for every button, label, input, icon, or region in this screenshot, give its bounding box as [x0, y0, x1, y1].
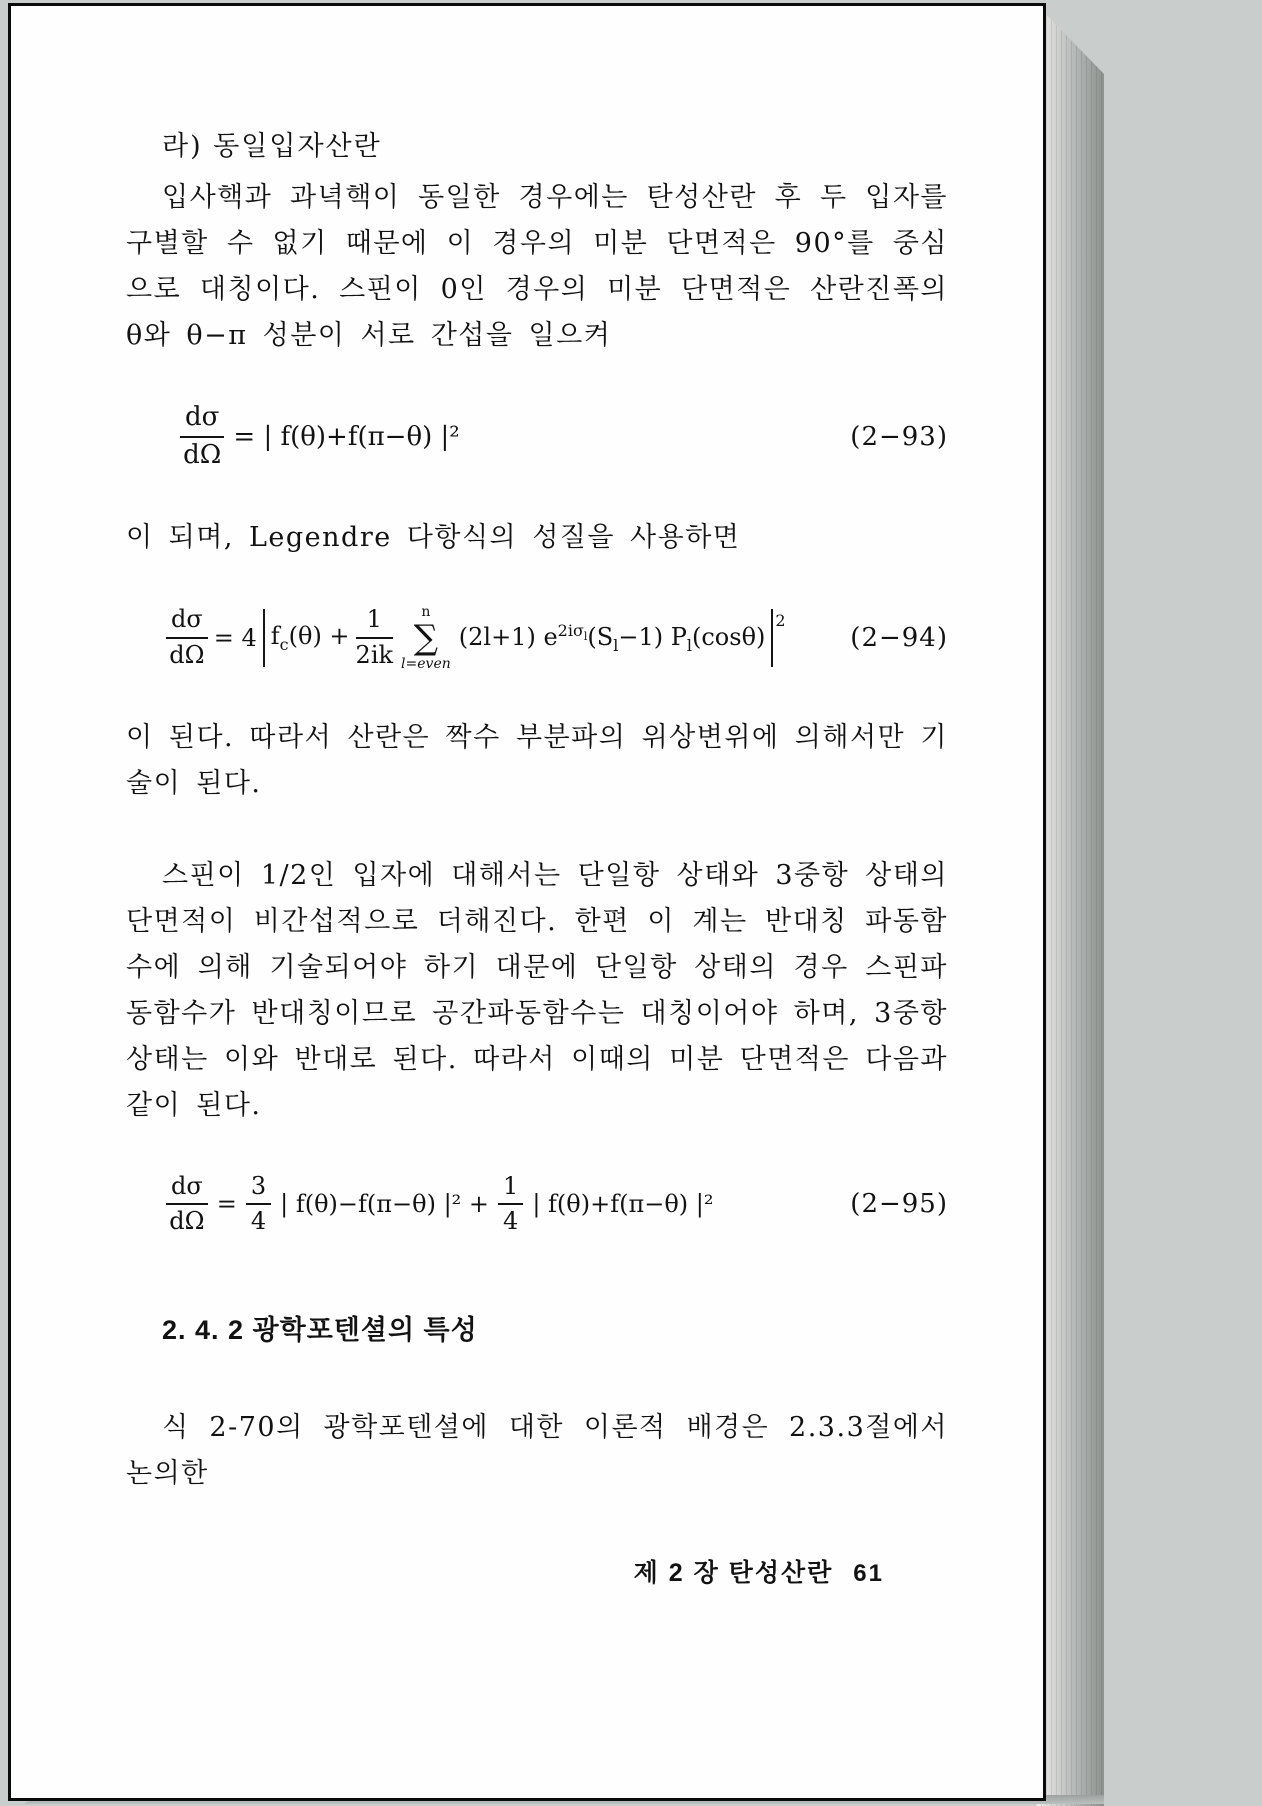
- fraction-dsigma-domega: [166, 606, 208, 669]
- triplet-term: | f(θ)−f(π−θ) |² +: [280, 1190, 490, 1219]
- page-content: [11, 6, 1043, 1589]
- summation-upper-limit: n: [421, 603, 431, 620]
- term-2l-plus-1: (2l+1) e: [458, 622, 558, 651]
- paragraph-optical-potential-intro: 식 2-70의 광학포텐셜에 대한 이론적 배경은 2.3.3절에서 논의한: [126, 1411, 948, 1489]
- fraction-numerator: dσ: [166, 1173, 208, 1206]
- S-subscript-l: l: [613, 635, 619, 655]
- fraction-denominator: 4: [250, 1207, 267, 1236]
- left-vertical-bar: [263, 609, 265, 667]
- term-cos-theta: (cosθ): [692, 622, 766, 651]
- equals-coefficient: = 4: [213, 623, 257, 652]
- fraction-numerator: dσ: [166, 606, 208, 639]
- fraction-denominator: dΩ: [183, 439, 222, 470]
- fraction-denominator: dΩ: [169, 640, 205, 669]
- fraction-denominator: dΩ: [169, 1207, 205, 1236]
- f-argument: (θ) +: [288, 621, 350, 650]
- page-number: 61: [853, 1559, 884, 1587]
- paragraph-legendre: 이 되며, Legendre 다항식의 성질을 사용하면: [126, 521, 741, 553]
- equation-2-95: [126, 1173, 948, 1236]
- section-heading-optical-potential: 2. 4. 2 광학포텐셜의 특성: [162, 1314, 478, 1345]
- fraction-numerator: 3: [246, 1173, 271, 1206]
- exponent: [557, 620, 588, 643]
- squared-exponent: 2: [775, 610, 786, 630]
- sigma-sum-icon: ∑: [413, 617, 439, 658]
- equals-sign: =: [216, 1190, 237, 1219]
- term-S-open: (S: [587, 622, 614, 651]
- equation-number: (2−94): [850, 622, 948, 653]
- P-subscript-l: l: [686, 635, 692, 655]
- fraction-dsigma-domega: [180, 403, 224, 471]
- fraction-numerator: dσ: [180, 403, 224, 438]
- fraction-denominator: 2ik: [355, 640, 394, 669]
- book-page-stack-edge: [1036, 0, 1104, 1806]
- equation-2-93: [126, 403, 948, 471]
- paragraph-spin-half: 스핀이 1/2인 입자에 대해서는 단일항 상태와 3중항 상태의 단면적이 비간섭적으로 더해진다. 한편 이 계는 반대칭 파동함수에 의해 기술되어야 하기 대문에 단일항 상태의 경우 스핀파동함수가 반대칭이므로 공간파동함수는 대칭이어야 하며, 3중항 상태는 이와 반대로 된다. 따라서 이때의 미분 단면적은 다음과 같이 된다.: [126, 859, 948, 1121]
- equation-body: [166, 1173, 714, 1236]
- partial-wave-terms: [459, 621, 766, 655]
- paragraph-even-partial-waves: 이 된다. 따라서 산란은 짝수 부분파의 위상변위에 의해서만 기술이 된다.: [126, 721, 948, 799]
- scanned-book-page: [8, 3, 1046, 1801]
- term-minus-one-P: −1) P: [618, 622, 687, 651]
- equation-body: [180, 403, 460, 471]
- summation-lower-limit: l=even: [401, 655, 451, 672]
- fraction-numerator: 1: [356, 606, 394, 639]
- fraction-three-quarters: [246, 1173, 271, 1236]
- fraction-one-over-2ik: [356, 606, 394, 669]
- equation-number: (2−93): [850, 421, 948, 452]
- exponent-2isigma: 2iσ: [557, 620, 584, 640]
- coulomb-amplitude-term: [271, 622, 350, 654]
- paragraph-intro: 입사핵과 과녁핵이 동일한 경우에는 탄성산란 후 두 입자를 구별할 수 없기 때문에 이 경우의 미분 단면적은 90°를 중심으로 대칭이다. 스핀이 0인 경우의 미분 단면적은 산란진폭의 θ와 θ−π 성분이 서로 간섭을 일으켜: [126, 182, 948, 351]
- fraction-denominator: 4: [503, 1207, 519, 1236]
- summation-symbol: [401, 605, 451, 671]
- f-symbol: f: [270, 621, 280, 650]
- fraction-dsigma-domega: [166, 1173, 208, 1236]
- singlet-term: | f(θ)+f(π−θ) |²: [532, 1190, 714, 1219]
- page-footer: [126, 1553, 948, 1589]
- running-chapter-title: 제 2 장 탄성산란: [633, 1558, 834, 1587]
- subsection-heading-identical-particle-scattering: 라) 동일입자산란: [162, 131, 382, 162]
- fraction-numerator: 1: [498, 1173, 523, 1206]
- equation-2-94: [126, 605, 948, 671]
- f-subscript-c: c: [279, 634, 289, 654]
- fraction-one-quarter: [498, 1173, 523, 1236]
- exponent-subscript-l: l: [583, 629, 588, 643]
- equation-body: [166, 605, 786, 671]
- equation-expression: = | f(θ)+f(π−θ) |²: [233, 421, 460, 452]
- right-vertical-bar: [771, 609, 773, 667]
- equation-number: (2−95): [850, 1189, 948, 1220]
